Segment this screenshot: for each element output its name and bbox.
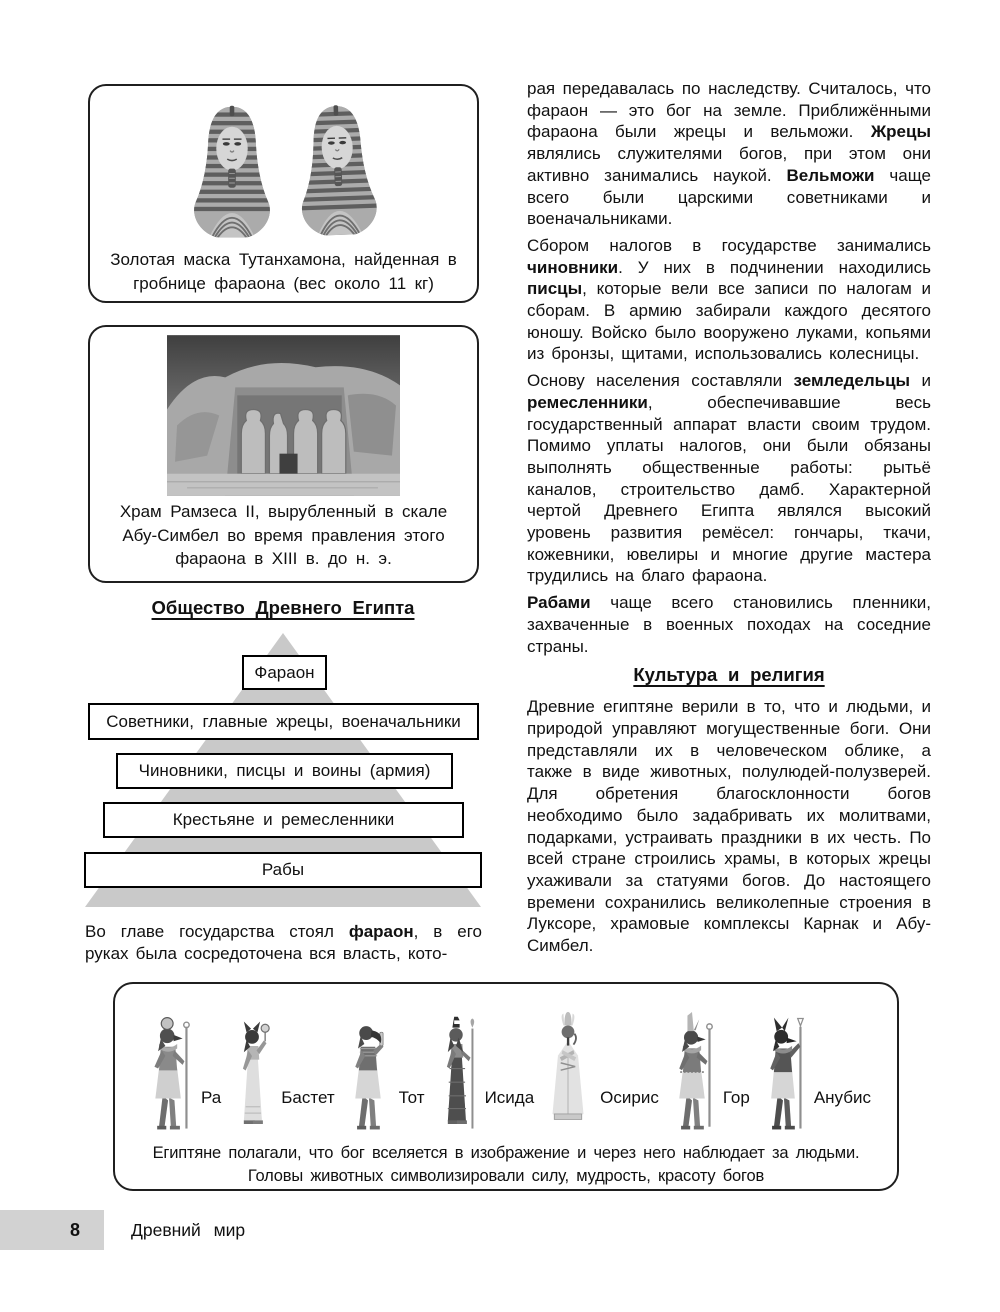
god-isis-figure-icon [431, 1014, 481, 1134]
bold-term-farmers: земледельцы [793, 371, 911, 391]
text-segment: чаще всего были царскими советниками и военачальниками. [527, 165, 931, 229]
text-segment: Сбором налогов в государстве занимались [527, 235, 931, 255]
god-item-anubis [756, 1014, 871, 1134]
god-isis-label: Исида [484, 1088, 535, 1107]
god-osiris-label: Осирис [600, 1088, 659, 1107]
pyramid-level-slaves: Рабы [84, 852, 482, 888]
text-segment: рая передавалась по наследству. Считалось, что фараон — это бог на земле. Приближёнными фараона были жрецы и вельможи. [527, 79, 931, 142]
abu-simbel-photo-illustration [167, 335, 400, 496]
text-segment: чаще всего становились пленники, захваченные в военных походах на соседние страны. [527, 593, 931, 656]
god-bastet-label: Бастет [281, 1088, 335, 1107]
god-anubis-figure-icon [756, 1014, 810, 1134]
god-item-thoth [341, 1014, 425, 1134]
god-item-ra [141, 1014, 221, 1134]
god-ra-figure-icon [141, 1014, 197, 1134]
text-segment: Основу населения составляли [527, 371, 794, 391]
tutankhamun-mask-side-illustration [291, 98, 385, 244]
text-segment: . У них в подчинении находились [618, 257, 931, 277]
tutankhamun-figure-box [88, 84, 479, 303]
bold-term-pharaoh: фараон [348, 922, 414, 941]
god-thoth-label: Тот [398, 1088, 425, 1107]
right-text-column [527, 78, 931, 962]
gods-caption: Египтяне полагали, что бог вселяется в изображение и через него наблюдает за людьми. Головы животных символизировали силу, мудрость, красоту богов [152, 1144, 860, 1185]
bold-term-scribes: писцы [527, 279, 583, 299]
bold-term-nobles: Вельможи [786, 165, 875, 185]
society-heading: Общество Древнего Египта [151, 597, 415, 618]
tutankhamun-mask-illustrations [183, 98, 385, 244]
pyramid-level-officials: Чиновники, писцы и воины (армия) [116, 753, 453, 789]
abu-simbel-figure-box [88, 325, 479, 583]
pyramid-level-advisors: Советники, главные жрецы, военачальники [88, 703, 479, 740]
gods-figure-box [113, 982, 899, 1191]
god-horus-label: Гор [722, 1088, 750, 1107]
tutankhamun-mask-front-illustration [183, 101, 281, 244]
god-bastet-figure-icon [227, 1016, 277, 1134]
running-title: Древний мир [131, 1219, 246, 1240]
god-thoth-figure-icon [341, 1014, 395, 1134]
text-segment: Древние египтяне верили в то, что и людьми, и природой управляют могущественные боги. Они представляли их в человеческом облике, а также в виде животных, полулюдей-полузверей. Для обретения благосклонности богов необходимо было задабривать их молитвами, подарками, устраивать праздники в их честь. По всей стране строились храмы, в которых жрецы ухаживали за статуями богов. До настоящего времени сохранились великолепные строения в Луксоре, храмовые комплексы Карнак и Абу-Симбел. [527, 697, 931, 956]
pyramid-level-pharaoh: Фараон [242, 655, 327, 690]
left-column-paragraph [85, 921, 482, 964]
paragraph-pharaoh-power [527, 78, 931, 230]
paragraph-farmers-craftsmen [527, 370, 931, 587]
tutankhamun-figure-caption: Золотая маска Тутанхамона, найденная в гробнице фараона (вес около 11 кг) [110, 250, 457, 293]
god-osiris-figure-icon [540, 1010, 596, 1134]
god-ra-label: Ра [201, 1088, 222, 1107]
text-segment: являлись служителями богов, при этом они активно занимались наукой. [527, 144, 931, 185]
page-number-badge [0, 1210, 104, 1250]
text-segment: , которые вели все записи по налогам и сборам. В армию забирали каждого десятого юношу. Войско было вооружено луками, копьями из бронзы, щитами, использовались колесницы. [527, 279, 931, 364]
page-number: 8 [69, 1219, 80, 1240]
god-item-horus [665, 1012, 750, 1134]
bold-term-slaves: Рабами [527, 593, 591, 613]
god-anubis-label: Анубис [813, 1088, 871, 1107]
god-item-isis [431, 1014, 535, 1134]
paragraph-slaves [527, 592, 931, 657]
abu-simbel-figure-caption: Храм Рамзеса II, вырубленный в скале Абу-Симбел во время правления этого фараона в XIII в. до н. э. [119, 502, 448, 568]
text-segment: и [910, 371, 931, 391]
god-item-bastet [227, 1016, 334, 1134]
paragraph-religion [527, 696, 931, 956]
text-segment: Во главе государства стоял [85, 922, 349, 941]
god-horus-figure-icon [665, 1012, 719, 1134]
text-segment: , обеспечивавшие весь государственный аппарат власти своим трудом. Помимо уплаты налогов, они были обязаны выполнять общественные работы: рытьё каналов, строительство дамб. Характерной чертой Древнего Египта являлся высокий уровень развития ремёсел: гончары, ткачи, кожевники, ювелиры и многие другие мастера трудились на благо фараона. [527, 392, 931, 586]
bold-term-officials: чиновники [527, 257, 619, 277]
bold-term-priests: Жрецы [870, 122, 931, 142]
gods-illustration-row [115, 984, 897, 1134]
bold-term-craftsmen: ремесленники [527, 392, 648, 412]
paragraph-taxes-army [527, 235, 931, 365]
god-item-osiris [540, 1010, 659, 1134]
culture-heading: Культура и религия [633, 664, 825, 686]
text-segment: , в его руках была сосредоточена вся власть, кото- [85, 922, 482, 963]
pyramid-level-peasants: Крестьяне и ремесленники [103, 802, 464, 838]
